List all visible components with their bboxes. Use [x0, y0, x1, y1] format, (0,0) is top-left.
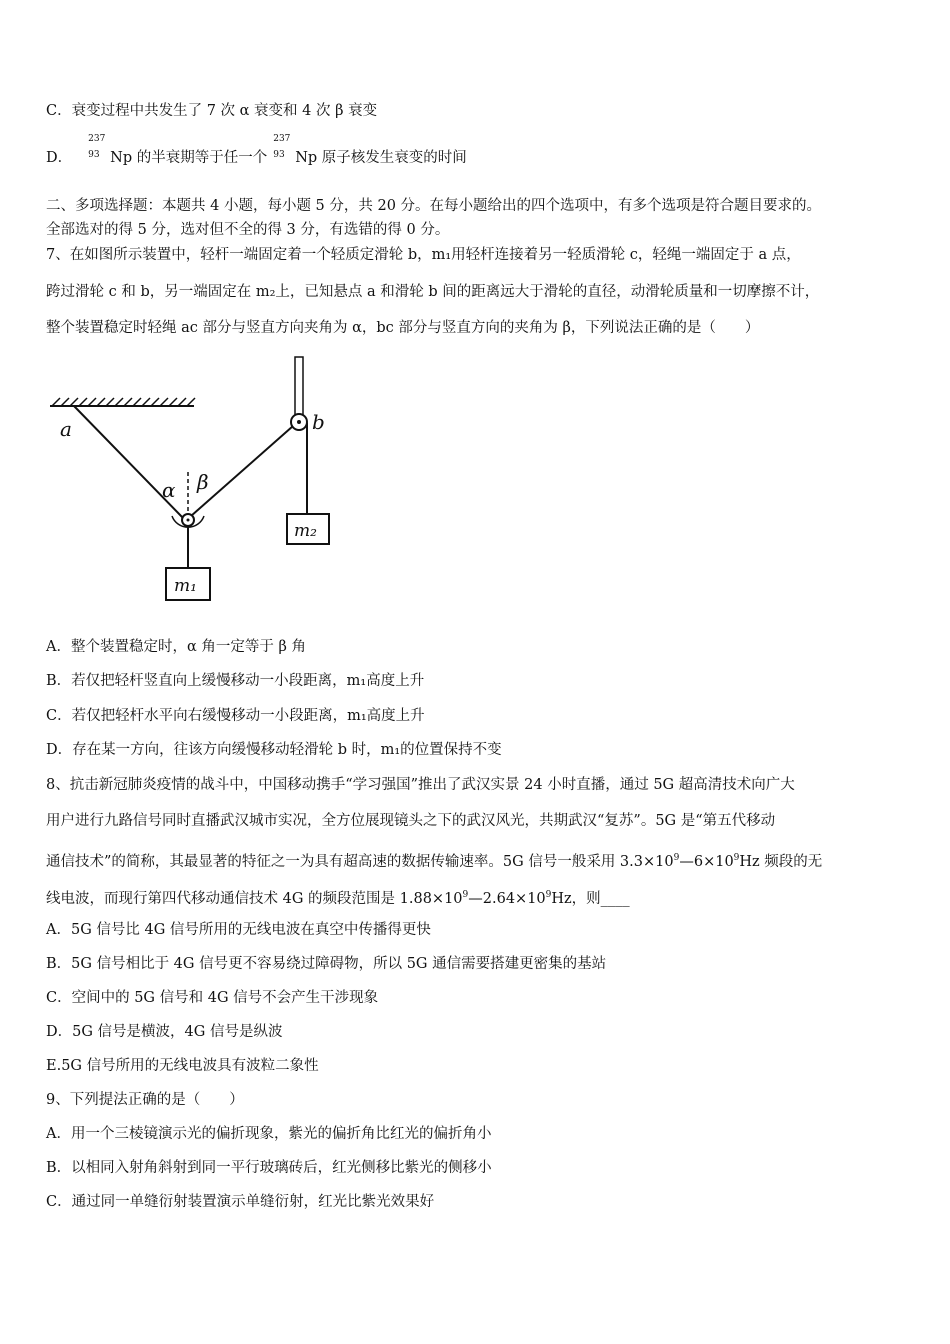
q8-option-b: B．5G 信号相比于 4G 信号更不容易绕过障碍物，所以 5G 通信需要搭建更密集的基站 [46, 956, 607, 972]
section-header-scoring: 全部选对的得 5 分，选对但不全的得 3 分，有选错的得 0 分。 [46, 222, 450, 238]
label-b: b [312, 410, 325, 434]
svg-text:m₂: m₂ [294, 521, 317, 541]
q8-option-c: C．空间中的 5G 信号和 4G 信号不会产生干涉现象 [46, 990, 379, 1006]
svg-text:m₁: m₁ [174, 576, 197, 596]
q8-stem-line: 线电波，而现行第四代移动通信技术 4G 的频段范围是 $1.88\times 10^9—2.64\times 10^9Hz$，则____ [46, 890, 630, 907]
np-isotope-notation: 237 93 [273, 134, 291, 160]
q8-stem-line: 通信技术”的简称，其最显著的特征之一为具有超高速的数据传输速率。5G 信号一般采用 $3.3\times 10^9—6\times 10^9Hz$ 频段的无 [46, 853, 823, 870]
q7-stem-line: 整个装置稳定时轻绳 ac 部分与竖直方向夹角为 α，bc 部分与竖直方向的夹角为 β，下列说法正确的是（ ） [46, 320, 760, 336]
q8-stem-line: 8、抗击新冠肺炎疫情的战斗中，中国移动携手“学习强国”推出了武汉实景 24 小时直播，通过 5G 超高清技术向广大 [46, 777, 795, 793]
np-isotope-notation: 237 93 [88, 134, 106, 160]
q6-option-c: C．衰变过程中共发生了 7 次 α 衰变和 4 次 β 衰变 [46, 103, 378, 119]
q9-option-c: C．通过同一单缝衍射装置演示单缝衍射，红光比紫光效果好 [46, 1194, 435, 1210]
q8-option-e: E.5G 信号所用的无线电波具有波粒二象性 [46, 1058, 319, 1074]
pulley-diagram [44, 354, 344, 604]
q8-option-d: D．5G 信号是横波，4G 信号是纵波 [46, 1024, 283, 1040]
label-alpha: α [162, 478, 176, 502]
light-rod [295, 357, 303, 415]
rope-ac [74, 406, 184, 519]
label-a: a [60, 417, 72, 441]
q7-option-d: D．存在某一方向，往该方向缓慢移动轻滑轮 b 时，m₁的位置保持不变 [46, 742, 502, 758]
q7-option-a: A．整个装置稳定时，α 角一定等于 β 角 [46, 639, 306, 655]
q8-stem-line: 用户进行九路信号同时直播武汉城市实况，全方位展现镜头之下的武汉风光，共期武汉“复苏”。5G 是“第五代移动 [46, 813, 776, 829]
section-header: 二、多项选择题：本题共 4 小题，每小题 5 分，共 20 分。在每小题给出的四个选项中，有多个选项是符合题目要求的。 [46, 198, 822, 214]
q7-stem-line: 跨过滑轮 c 和 b，另一端固定在 m₂上，已知悬点 a 和滑轮 b 间的距离远大于滑轮的直径，动滑轮质量和一切摩擦不计， [46, 284, 820, 300]
ceiling-hatching [52, 398, 195, 406]
q9-option-b: B．以相同入射角斜射到同一平行玻璃砖后，红光侧移比紫光的侧移小 [46, 1160, 492, 1176]
q7-option-b: B．若仅把轻杆竖直向上缓慢移动一小段距离，m₁高度上升 [46, 673, 425, 689]
q7-stem-line: 7、在如图所示装置中，轻杆一端固定着一个轻质定滑轮 b，m₁用轻杆连接着另一轻质滑轮 c，轻绳一端固定于 a 点， [46, 247, 801, 263]
q8-option-a: A．5G 信号比 4G 信号所用的无线电波在真空中传播得更快 [46, 922, 431, 938]
q6-option-d: D． 237 93 Np 的半衰期等于任一个 237 93 Np 原子核发生衰变的时间 [46, 134, 467, 166]
q9-option-a: A．用一个三棱镜演示光的偏折现象，紫光的偏折角比红光的偏折角小 [46, 1126, 492, 1142]
q7-option-c: C．若仅把轻杆水平向右缓慢移动一小段距离，m₁高度上升 [46, 708, 425, 724]
q9-stem-line: 9、下列提法正确的是（ ） [46, 1092, 244, 1108]
label-beta: β [197, 470, 209, 494]
